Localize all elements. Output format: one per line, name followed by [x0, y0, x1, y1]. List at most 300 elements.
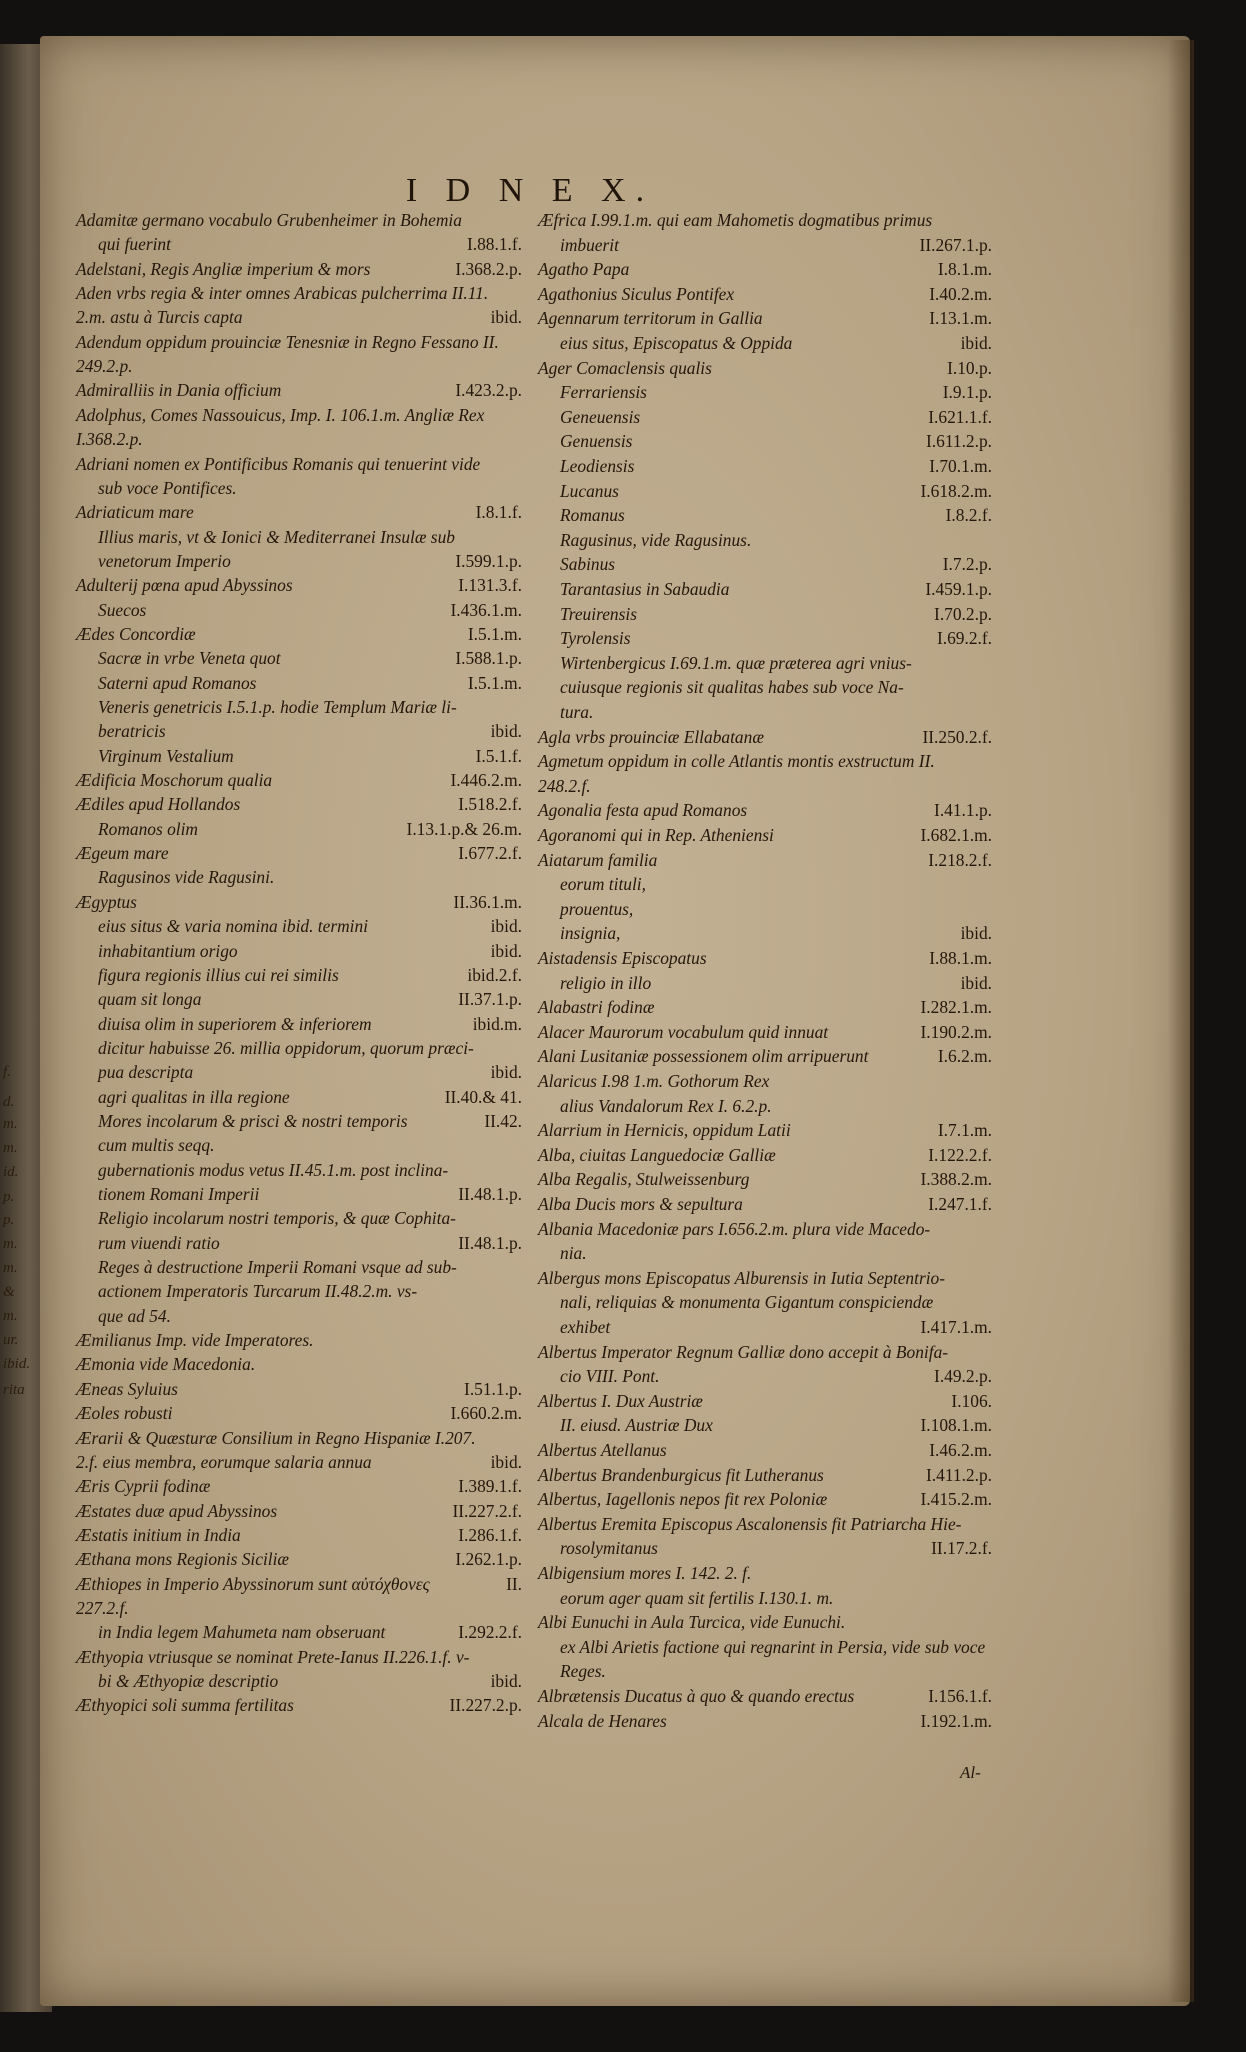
- entry-text: Ærarii & Quæsturæ Consilium in Regno Hispaniæ I.207.: [76, 1427, 476, 1448]
- index-entry: [538, 872, 992, 897]
- entry-text: Agoranomi qui in Rep. Atheniensi: [538, 825, 774, 845]
- entry-reference: I.108.1.m.: [920, 1415, 992, 1436]
- index-entry: [76, 452, 522, 477]
- entry-text: Geneuensis: [560, 406, 641, 427]
- index-entry: [538, 675, 992, 700]
- entry-reference: I.41.1.p.: [934, 800, 992, 821]
- index-entry: [76, 1231, 522, 1256]
- index-entry: [76, 695, 522, 720]
- index-entry: [538, 577, 992, 602]
- entry-text: pua descripta: [98, 1062, 194, 1083]
- entry-text: Ragusinus, vide Ragusinus.: [560, 529, 752, 550]
- index-entry: [76, 1304, 522, 1329]
- index-entry: [538, 1044, 992, 1069]
- index-entry: [538, 1536, 992, 1561]
- index-entry: [538, 626, 992, 651]
- index-entry: [76, 354, 522, 379]
- index-entry: [538, 971, 992, 996]
- entry-text: Albigensium mores I. 142. 2. f.: [538, 1563, 752, 1583]
- entry-reference: II.36.1.m.: [453, 891, 522, 912]
- entry-reference: I.70.2.p.: [934, 603, 992, 624]
- index-entry: [538, 1266, 992, 1291]
- entry-reference: I.368.2.p.: [455, 258, 522, 279]
- entry-reference: I.8.1.f.: [475, 502, 522, 523]
- entry-text: tura.: [560, 702, 594, 722]
- entry-text: Romanus: [560, 505, 625, 526]
- entry-text: Ædes Concordiæ: [76, 623, 196, 644]
- entry-reference: II.42.: [484, 1110, 522, 1131]
- index-entry: [538, 1487, 992, 1512]
- index-entry: [76, 1669, 522, 1694]
- entry-text: Ager Comaclensis qualis: [538, 357, 712, 378]
- index-entry: [538, 700, 992, 725]
- entry-text: Albrætensis Ducatus à quo & quando erectus: [538, 1686, 855, 1706]
- index-entry: [538, 380, 992, 405]
- entry-text: Alba Ducis mors & sepultura: [538, 1194, 743, 1214]
- entry-text: Æris Cyprii fodinæ: [76, 1476, 211, 1497]
- entry-reference: II.250.2.f.: [922, 726, 992, 747]
- index-entry: [538, 282, 992, 307]
- entry-text: Alaricus I.98 1.m. Gothorum Rex: [538, 1071, 770, 1091]
- index-entry: [76, 525, 522, 550]
- entry-text: Ferrariensis: [560, 382, 647, 403]
- entry-reference: I.5.1.m.: [467, 623, 522, 644]
- entry-text: Admiralliis in Dania officium: [76, 380, 282, 401]
- index-entry: [76, 987, 522, 1012]
- entry-reference: I.8.2.f.: [945, 505, 992, 526]
- entry-text: alius Vandalorum Rex I. 6.2.p.: [560, 1095, 772, 1116]
- entry-reference: II.267.1.p.: [919, 234, 992, 255]
- index-entry: [538, 1463, 992, 1488]
- index-entry: [538, 528, 992, 553]
- entry-text: Ægyptus: [76, 891, 137, 912]
- entry-text: prouentus,: [560, 898, 634, 919]
- index-entry: [538, 503, 992, 528]
- margin-fragment: d.: [3, 1094, 15, 1110]
- entry-reference: I.415.2.m.: [920, 1489, 992, 1510]
- index-entry: [538, 602, 992, 627]
- entry-text: rosolymitanus: [560, 1538, 658, 1559]
- entry-text: Æoles robusti: [76, 1403, 173, 1424]
- index-entry: [538, 405, 992, 430]
- index-entry: [76, 427, 522, 452]
- entry-text: Adulterij pœna apud Abyssinos: [76, 575, 293, 596]
- entry-reference: I.423.2.p.: [455, 380, 522, 401]
- index-entry: [76, 500, 522, 525]
- entry-reference: I.286.1.f.: [458, 1524, 522, 1545]
- entry-text: Reges.: [560, 1661, 606, 1682]
- index-entry: [76, 1085, 522, 1110]
- index-entry: [538, 897, 992, 922]
- index-entry: [538, 1364, 992, 1389]
- entry-text: Lucanus: [560, 480, 619, 501]
- entry-text: diuisa olim in superiorem & inferiorem: [98, 1013, 372, 1034]
- margin-fragment: m.: [3, 1308, 18, 1324]
- index-entry: [76, 1450, 522, 1475]
- entry-text: Sacræ in vrbe Veneta quot: [98, 648, 281, 669]
- entry-reference: I.40.2.m.: [929, 283, 992, 304]
- entry-text: venetorum Imperio: [98, 550, 231, 571]
- index-entry: [538, 995, 992, 1020]
- index-entry: [76, 281, 522, 306]
- entry-text: 2.f. eius membra, eorumque salaria annua: [76, 1451, 372, 1472]
- index-entry: [76, 792, 522, 817]
- entry-text: Albania Macedoniæ pars I.656.2.m. plura vide Macedo-: [538, 1218, 931, 1239]
- index-entry: [538, 848, 992, 873]
- index-entry: [538, 1020, 992, 1045]
- entry-reference: I.611.2.p.: [925, 431, 992, 452]
- entry-reference: I.262.1.p.: [455, 1549, 522, 1570]
- entry-text: Virginum Vestalium: [98, 745, 234, 766]
- entry-reference: I.106.: [951, 1390, 992, 1411]
- entry-text: inhabitantium origo: [98, 940, 238, 961]
- entry-text: agri qualitas in illa regione: [98, 1086, 290, 1107]
- entry-reference: ibid.: [490, 1671, 522, 1691]
- index-entry: [538, 1413, 992, 1438]
- index-entry: [538, 1586, 992, 1611]
- index-entry: [76, 1109, 522, 1134]
- entry-reference: II.48.1.p.: [458, 1232, 522, 1253]
- entry-text: Æthiopes in Imperio Abyssinorum sunt αὐτόχθονες: [76, 1573, 430, 1594]
- entry-text: Alba Regalis, Stulweissenburg: [538, 1169, 750, 1190]
- entry-text: Genuensis: [560, 431, 633, 452]
- margin-fragment: ur.: [3, 1332, 19, 1348]
- index-entry: [76, 1474, 522, 1499]
- index-entry: [76, 257, 522, 282]
- entry-text: cum multis seqq.: [98, 1135, 215, 1156]
- index-entry: [76, 1012, 522, 1037]
- entry-text: Adamitæ germano vocabulo Grubenheimer in Bohemia: [76, 210, 462, 230]
- index-entry: [76, 1547, 522, 1572]
- entry-text: Sabinus: [560, 554, 616, 575]
- entry-reference: I.446.2.m.: [450, 770, 522, 791]
- index-entry: [76, 1182, 522, 1207]
- index-entry: [76, 1645, 522, 1670]
- index-entry: [76, 939, 522, 964]
- entry-text: Albertus Eremita Episcopus Ascalonensis fit Patriarcha Hie-: [538, 1513, 962, 1534]
- entry-text: Aistadensis Episcopatus: [538, 948, 707, 968]
- entry-reference: ibid.: [490, 1451, 522, 1472]
- index-entry: [76, 890, 522, 915]
- entry-reference: I.682.1.m.: [920, 825, 992, 845]
- entry-text: bi & Æthyopiæ descriptio: [98, 1671, 279, 1691]
- entry-text: Æthana mons Regionis Siciliæ: [76, 1549, 290, 1570]
- entry-reference: I.282.1.m.: [920, 997, 992, 1018]
- index-entry: [76, 768, 522, 793]
- index-entry: [76, 403, 522, 428]
- index-entry: [538, 725, 992, 750]
- index-entry: [538, 1635, 992, 1660]
- margin-fragment: p.: [3, 1189, 15, 1205]
- entry-text: Alba, ciuitas Languedociæ Galliæ: [538, 1144, 776, 1165]
- entry-reference: I.190.2.m.: [920, 1021, 992, 1042]
- entry-reference: I.7.1.m.: [937, 1120, 992, 1141]
- index-entry: [538, 1167, 992, 1192]
- entry-text: 249.2.p.: [76, 356, 133, 377]
- entry-reference: I.247.1.f.: [928, 1194, 992, 1214]
- entry-text: Albertus I. Dux Austriæ: [538, 1390, 703, 1411]
- entry-text: figura regionis illius cui rei similis: [98, 964, 339, 985]
- entry-text: II. eiusd. Austriæ Dux: [560, 1415, 713, 1436]
- entry-text: quam sit longa: [98, 989, 202, 1010]
- entry-reference: II.17.2.f.: [931, 1538, 992, 1559]
- entry-reference: I.8.1.m.: [937, 259, 992, 280]
- entry-text: 227.2.f.: [76, 1597, 129, 1618]
- entry-text: Agennarum territorum in Gallia: [538, 308, 763, 329]
- entry-reference: I.46.2.m.: [929, 1440, 992, 1460]
- entry-text: Adelstani, Regis Angliæ imperium & mors: [76, 258, 371, 279]
- entry-text: Religio incolarum nostri temporis, & quæ Cophita-: [98, 1208, 456, 1229]
- index-entry: [76, 1596, 522, 1621]
- index-entry: [76, 1426, 522, 1451]
- index-entry: [76, 573, 522, 598]
- entry-text: Adolphus, Comes Nassouicus, Imp. I. 106.1.m. Angliæ Rex: [76, 404, 485, 425]
- entry-text: Illius maris, vt & Ionici & Mediterranei Insulæ sub: [98, 526, 455, 547]
- entry-text: Ædificia Moschorum qualia: [76, 770, 273, 791]
- index-entry: [538, 306, 992, 331]
- entry-text: Albergus mons Episcopatus Alburensis in Iutia Septentrio-: [538, 1267, 946, 1288]
- entry-reference: I.5.1.f.: [475, 745, 522, 766]
- entry-text: beratricis: [98, 721, 166, 742]
- entry-text: actionem Imperatoris Turcarum II.48.2.m. vs-: [98, 1281, 418, 1302]
- entry-reference: ibid.m.: [472, 1013, 522, 1034]
- page-edge-shadow: [1168, 40, 1194, 2002]
- entry-text: cio VIII. Pont.: [560, 1366, 660, 1387]
- index-entry: [76, 1693, 522, 1718]
- entry-text: Tyrolensis: [560, 628, 631, 649]
- entry-text: nia.: [560, 1243, 587, 1264]
- entry-reference: ibid.: [490, 721, 522, 742]
- entry-text: tionem Romani Imperii: [98, 1184, 260, 1204]
- entry-text: gubernationis modus vetus II.45.1.m. post inclina-: [98, 1159, 449, 1180]
- entry-text: Wirtenbergicus I.69.1.m. quæ præterea agri vnius-: [560, 652, 912, 673]
- index-entry: [538, 1217, 992, 1242]
- index-entry: [76, 744, 522, 769]
- entry-reference: II.40.& 41.: [444, 1086, 522, 1107]
- index-entry: [76, 305, 522, 330]
- index-entry: [538, 1315, 992, 1340]
- entry-reference: I.411.2.p.: [925, 1464, 992, 1485]
- index-entry: [538, 1709, 992, 1734]
- entry-reference: I.417.1.m.: [920, 1317, 992, 1337]
- index-entry: [76, 549, 522, 574]
- entry-text: 2.m. astu à Turcis capta: [76, 307, 243, 328]
- index-entry: [538, 774, 992, 799]
- margin-fragment: &: [3, 1284, 15, 1300]
- index-entry: [76, 914, 522, 939]
- entry-text: Adendum oppidum prouinciæ Tenesniæ in Regno Fessano II.: [76, 331, 499, 352]
- index-entry: [538, 257, 992, 282]
- entry-reference: I.51.1.p.: [464, 1378, 522, 1399]
- entry-text: Ragusinos vide Ragusini.: [98, 867, 275, 888]
- index-entry: [538, 946, 992, 971]
- index-entry: [538, 1610, 992, 1635]
- index-entry: [76, 1523, 522, 1548]
- entry-text: I.368.2.p.: [76, 429, 143, 450]
- index-entry: [538, 1684, 992, 1709]
- index-entry: [538, 1438, 992, 1463]
- margin-fragment: m.: [3, 1260, 18, 1276]
- index-entry: [538, 798, 992, 823]
- entry-reference: I.49.2.p.: [934, 1366, 992, 1387]
- index-entry: [76, 841, 522, 866]
- entry-text: Æstates duæ apud Abyssinos: [76, 1500, 278, 1521]
- index-entry: [76, 1401, 522, 1426]
- entry-text: Æthyopia vtriusque se nominat Prete-Ianus II.226.1.f. v-: [76, 1646, 470, 1667]
- index-entry: [538, 208, 992, 233]
- index-entry: [538, 233, 992, 258]
- index-entry: [76, 1377, 522, 1402]
- entry-reference: I.218.2.f.: [928, 849, 992, 870]
- index-entry: [538, 331, 992, 356]
- index-entry: [76, 646, 522, 671]
- entry-reference: I.621.1.f.: [928, 406, 992, 427]
- entry-text: Agmetum oppidum in colle Atlantis montis exstructum II.: [538, 751, 935, 772]
- entry-text: exhibet: [560, 1317, 611, 1337]
- index-entry: [76, 622, 522, 647]
- index-entry: [76, 1279, 522, 1304]
- entry-reference: I.7.2.p.: [942, 554, 992, 575]
- entry-text: Agla vrbs prouinciæ Ellabatanæ: [538, 726, 764, 747]
- index-entry: [76, 1206, 522, 1231]
- index-entry: [76, 963, 522, 988]
- entry-text: Albertus, Iagellonis nepos fit rex Poloniæ: [538, 1489, 828, 1510]
- entry-reference: II.227.2.f.: [452, 1500, 522, 1521]
- entry-text: qui fuerint: [98, 234, 171, 255]
- entry-text: Saterni apud Romanos: [98, 672, 257, 693]
- index-entry: [538, 454, 992, 479]
- entry-text: rum viuendi ratio: [98, 1232, 220, 1253]
- entry-text: Albertus Imperator Regnum Galliæ dono accepit à Bonifa-: [538, 1341, 949, 1362]
- entry-reference: I.13.1.p.& 26.m.: [406, 818, 522, 839]
- entry-reference: ibid.: [960, 923, 992, 944]
- entry-text: eius situs, Episcopatus & Oppida: [560, 333, 793, 353]
- entry-text: ex Albi Arietis factione qui regnarint in Persia, vide sub voce: [560, 1636, 986, 1657]
- index-entry: [538, 1290, 992, 1315]
- entry-text: Suecos: [98, 599, 147, 620]
- entry-text: Aden vrbs regia & inter omnes Arabicas pulcherrima II.11.: [76, 283, 489, 304]
- entry-reference: I.389.1.f.: [458, 1476, 522, 1497]
- entry-text: Reges à destructione Imperii Romani vsque ad sub-: [98, 1257, 457, 1278]
- entry-text: Albi Eunuchi in Aula Turcica, vide Eunuchi.: [538, 1612, 846, 1633]
- entry-reference: ibid.2.f.: [467, 964, 522, 985]
- index-entry: [76, 1572, 522, 1597]
- entry-text: Æthyopici soli summa fertilitas: [76, 1695, 294, 1716]
- entry-text: Leodiensis: [560, 456, 635, 476]
- index-entry: [538, 1069, 992, 1094]
- entry-reference: ibid.: [490, 940, 522, 961]
- index-entry: [538, 429, 992, 454]
- index-entry: [538, 552, 992, 577]
- margin-fragment: id.: [3, 1164, 19, 1180]
- entry-reference: ibid.: [960, 972, 992, 993]
- index-entry: [538, 651, 992, 676]
- entry-reference: I.88.1.m.: [929, 948, 992, 968]
- index-entry: [76, 817, 522, 842]
- entry-reference: I.122.2.f.: [928, 1144, 992, 1165]
- entry-text: imbuerit: [560, 234, 619, 255]
- index-entry: [76, 1036, 522, 1061]
- entry-reference: I.588.1.p.: [455, 648, 522, 669]
- index-entry: [76, 330, 522, 355]
- entry-reference: ibid.: [490, 1062, 522, 1083]
- entry-text: Treuirensis: [560, 603, 637, 624]
- entry-text: insignia,: [560, 923, 621, 944]
- entry-text: eorum ager quam sit fertilis I.130.1. m.: [560, 1587, 834, 1608]
- index-entry: [76, 671, 522, 696]
- index-entry: [76, 1255, 522, 1280]
- entry-text: Agathonius Siculus Pontifex: [538, 283, 735, 304]
- margin-fragment: m.: [3, 1140, 18, 1156]
- entry-text: Æmonia vide Macedonia.: [76, 1354, 256, 1375]
- entry-reference: I.131.3.f.: [458, 575, 522, 596]
- entry-reference: ibid.: [490, 916, 522, 937]
- entry-text: eorum tituli,: [560, 874, 646, 895]
- entry-text: Romanos olim: [98, 818, 198, 839]
- entry-text: que ad 54.: [98, 1305, 171, 1326]
- entry-reference: I.13.1.m.: [929, 308, 992, 329]
- index-entry: [76, 1620, 522, 1645]
- entry-reference: I.9.1.p.: [942, 382, 992, 403]
- entry-reference: II.37.1.p.: [458, 989, 522, 1010]
- entry-text: Alani Lusitaniæ possessionem olim arripuerunt: [538, 1046, 869, 1067]
- index-entry: [76, 719, 522, 744]
- entry-text: Veneris genetricis I.5.1.p. hodie Templum Mariæ li-: [98, 697, 457, 717]
- margin-fragment: p.: [3, 1212, 15, 1228]
- index-entry: [76, 378, 522, 403]
- index-entry: [76, 1499, 522, 1524]
- entry-reference: II.48.1.p.: [458, 1184, 522, 1204]
- entry-text: Æfrica I.99.1.m. qui eam Mahometis dogmatibus primus: [538, 210, 933, 230]
- entry-reference: I.292.2.f.: [458, 1622, 522, 1643]
- index-entry: [538, 1340, 992, 1365]
- entry-text: Tarantasius in Sabaudia: [560, 579, 730, 599]
- entry-reference: I.5.1.m.: [467, 672, 522, 693]
- index-entry: [538, 1389, 992, 1414]
- entry-reference: I.618.2.m.: [920, 480, 992, 501]
- entry-text: Ægeum mare: [76, 843, 169, 864]
- index-entry: [76, 1060, 522, 1085]
- entry-reference: II.: [506, 1573, 522, 1594]
- entry-text: Aiatarum familia: [538, 849, 658, 870]
- margin-fragment: rita: [3, 1382, 25, 1398]
- margin-fragment: f.: [3, 1064, 11, 1080]
- entry-text: Mores incolarum & prisci & nostri temporis: [98, 1110, 408, 1131]
- entry-text: in India legem Mahumeta nam obseruant: [98, 1622, 386, 1643]
- entry-text: Alabastri fodinæ: [538, 997, 655, 1018]
- index-entry: [538, 1192, 992, 1217]
- entry-reference: ibid.: [960, 333, 992, 353]
- entry-reference: I.599.1.p.: [455, 550, 522, 571]
- index-entry: [76, 232, 522, 257]
- entry-reference: ibid.: [490, 307, 522, 328]
- entry-text: Albertus Atellanus: [538, 1440, 667, 1460]
- entry-reference: I.660.2.m.: [450, 1403, 522, 1424]
- entry-text: Alarrium in Hernicis, oppidum Latii: [538, 1120, 791, 1141]
- entry-reference: I.69.2.f.: [936, 628, 992, 649]
- index-entry: [538, 921, 992, 946]
- page-title: I D N E X.: [405, 172, 655, 209]
- entry-reference: I.436.1.m.: [450, 599, 522, 620]
- entry-text: religio in illo: [560, 972, 652, 993]
- entry-text: cuiusque regionis sit qualitas habes sub voce Na-: [560, 677, 904, 698]
- index-entry: [76, 1133, 522, 1158]
- entry-text: sub voce Pontifices.: [98, 477, 237, 498]
- entry-reference: I.192.1.m.: [920, 1710, 992, 1731]
- entry-text: Alacer Maurorum vocabulum quid innuat: [538, 1021, 829, 1042]
- index-entry: [538, 1118, 992, 1143]
- catchword: Al-: [960, 1763, 981, 1782]
